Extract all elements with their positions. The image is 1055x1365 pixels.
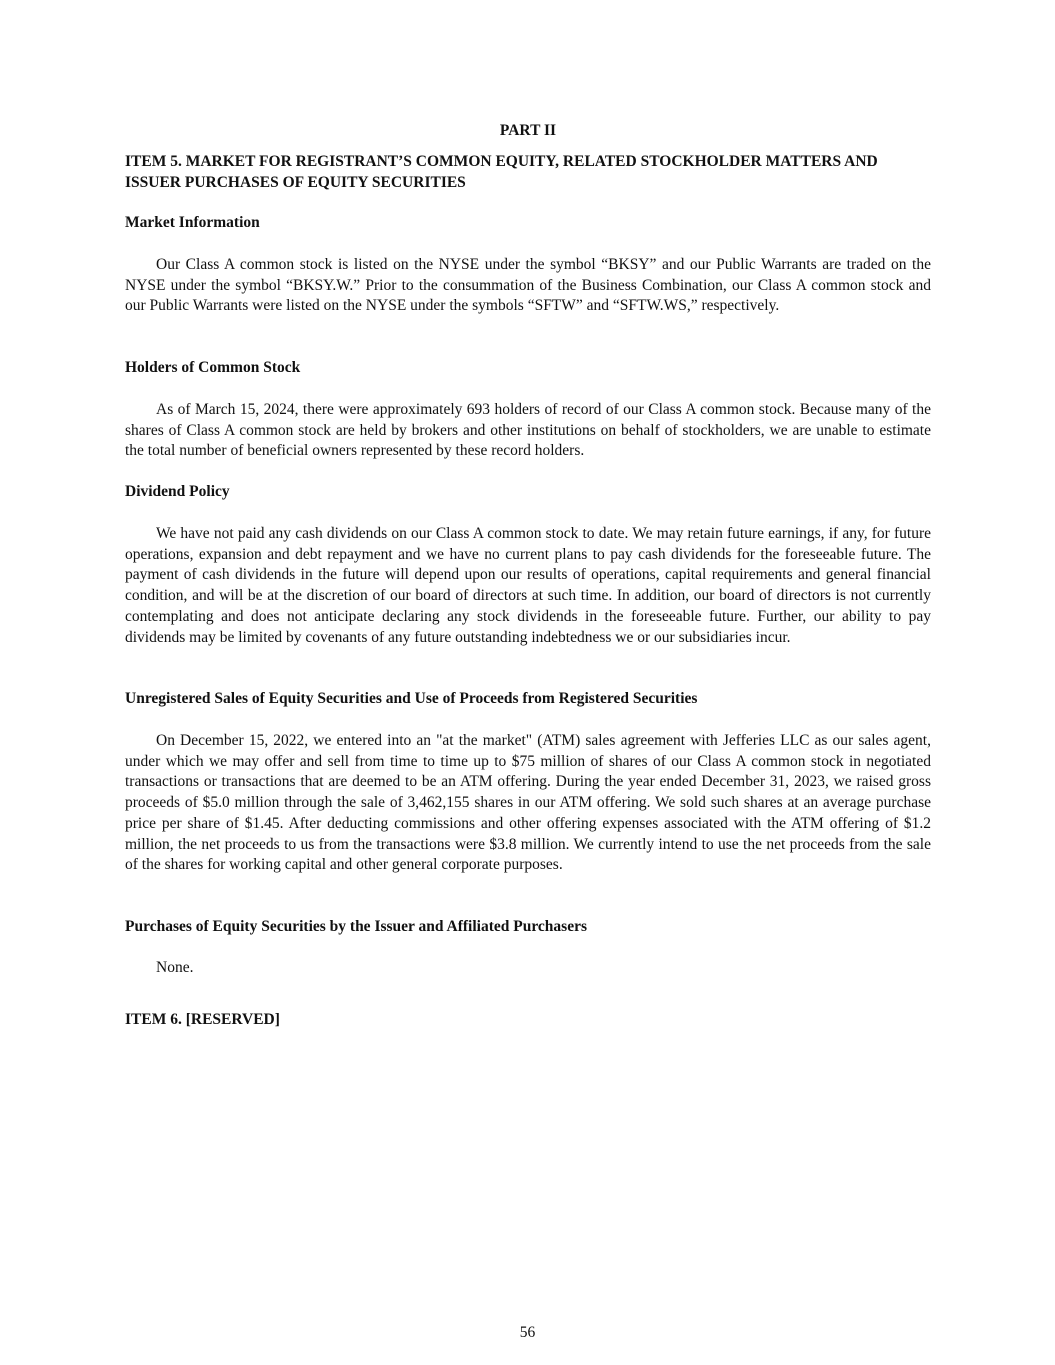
part-title: PART II — [499, 122, 557, 139]
market-information-heading: Market Information — [125, 214, 260, 231]
unregistered-sales-paragraph: On December 15, 2022, we entered into an "at the market" (ATM) sales agreement with Jefferies LLC as our sales agent, under which we may offer and sell from time to time up to $75 million of shares of our Class A common stock in negotiated transactions or transactions that are deemed to be an ATM offering. During the year ended December 31, 2023, we raised gross proceeds of $5.0 million through the sale of 3,462,155 shares in our ATM offering. We sold such shares at an average purchase price per share of $1.45. After deducting commissions and other offering expenses associated with the ATM offering of $1.2 million, the net proceeds to us from the transactions were $3.8 million. We currently intend to use the net proceeds from the sale of the shares for working capital and other general corporate purposes. — [125, 732, 931, 874]
dividend-policy-paragraph: We have not paid any cash dividends on our Class A common stock to date. We may retain future earnings, if any, for future operations, expansion and debt repayment and we have no current plans to pay cash dividends for the foreseeable future. The payment of cash dividends in the future will depend upon our results of operations, capital requirements and general financial condition, and will be at the discretion of our board of directors at such time. In addition, our board of directors is not currently contemplating and does not anticipate declaring any stock dividends in the foreseeable future. Further, our ability to pay dividends may be limited by covenants of any future outstanding indebtedness we or our subsidiaries incur. — [125, 525, 931, 646]
purchases-paragraph: None. — [156, 959, 194, 976]
page-number: 56 — [519, 1324, 536, 1341]
item-6-title: ITEM 6. [RESERVED] — [125, 1011, 280, 1028]
holders-heading: Holders of Common Stock — [125, 359, 301, 376]
purchases-heading: Purchases of Equity Securities by the Issuer and Affiliated Purchasers — [125, 918, 588, 935]
holders-paragraph: As of March 15, 2024, there were approximately 693 holders of record of our Class A common stock. Because many of the shares of Class A common stock are held by brokers and other institutions on behalf of stockholders, we are unable to estimate the total number of beneficial owners represented by these record holders. — [125, 401, 931, 460]
item-5-title: ITEM 5. MARKET FOR REGISTRANT’S COMMON EQUITY, RELATED STOCKHOLDER MATTERS AND ISSUER PURCHASES OF EQUITY SECURITIES — [125, 153, 878, 191]
dividend-policy-heading: Dividend Policy — [125, 483, 230, 500]
unregistered-sales-heading: Unregistered Sales of Equity Securities and Use of Proceeds from Registered Securities — [125, 690, 698, 707]
market-information-paragraph: Our Class A common stock is listed on the NYSE under the symbol “BKSY” and our Public Warrants are traded on the NYSE under the symbol “BKSY.W.” Prior to the consummation of the Business Combination, our Class A common stock and our Public Warrants were listed on the NYSE under the symbols “SFTW” and “SFTW.WS,” respectively. — [125, 256, 931, 315]
